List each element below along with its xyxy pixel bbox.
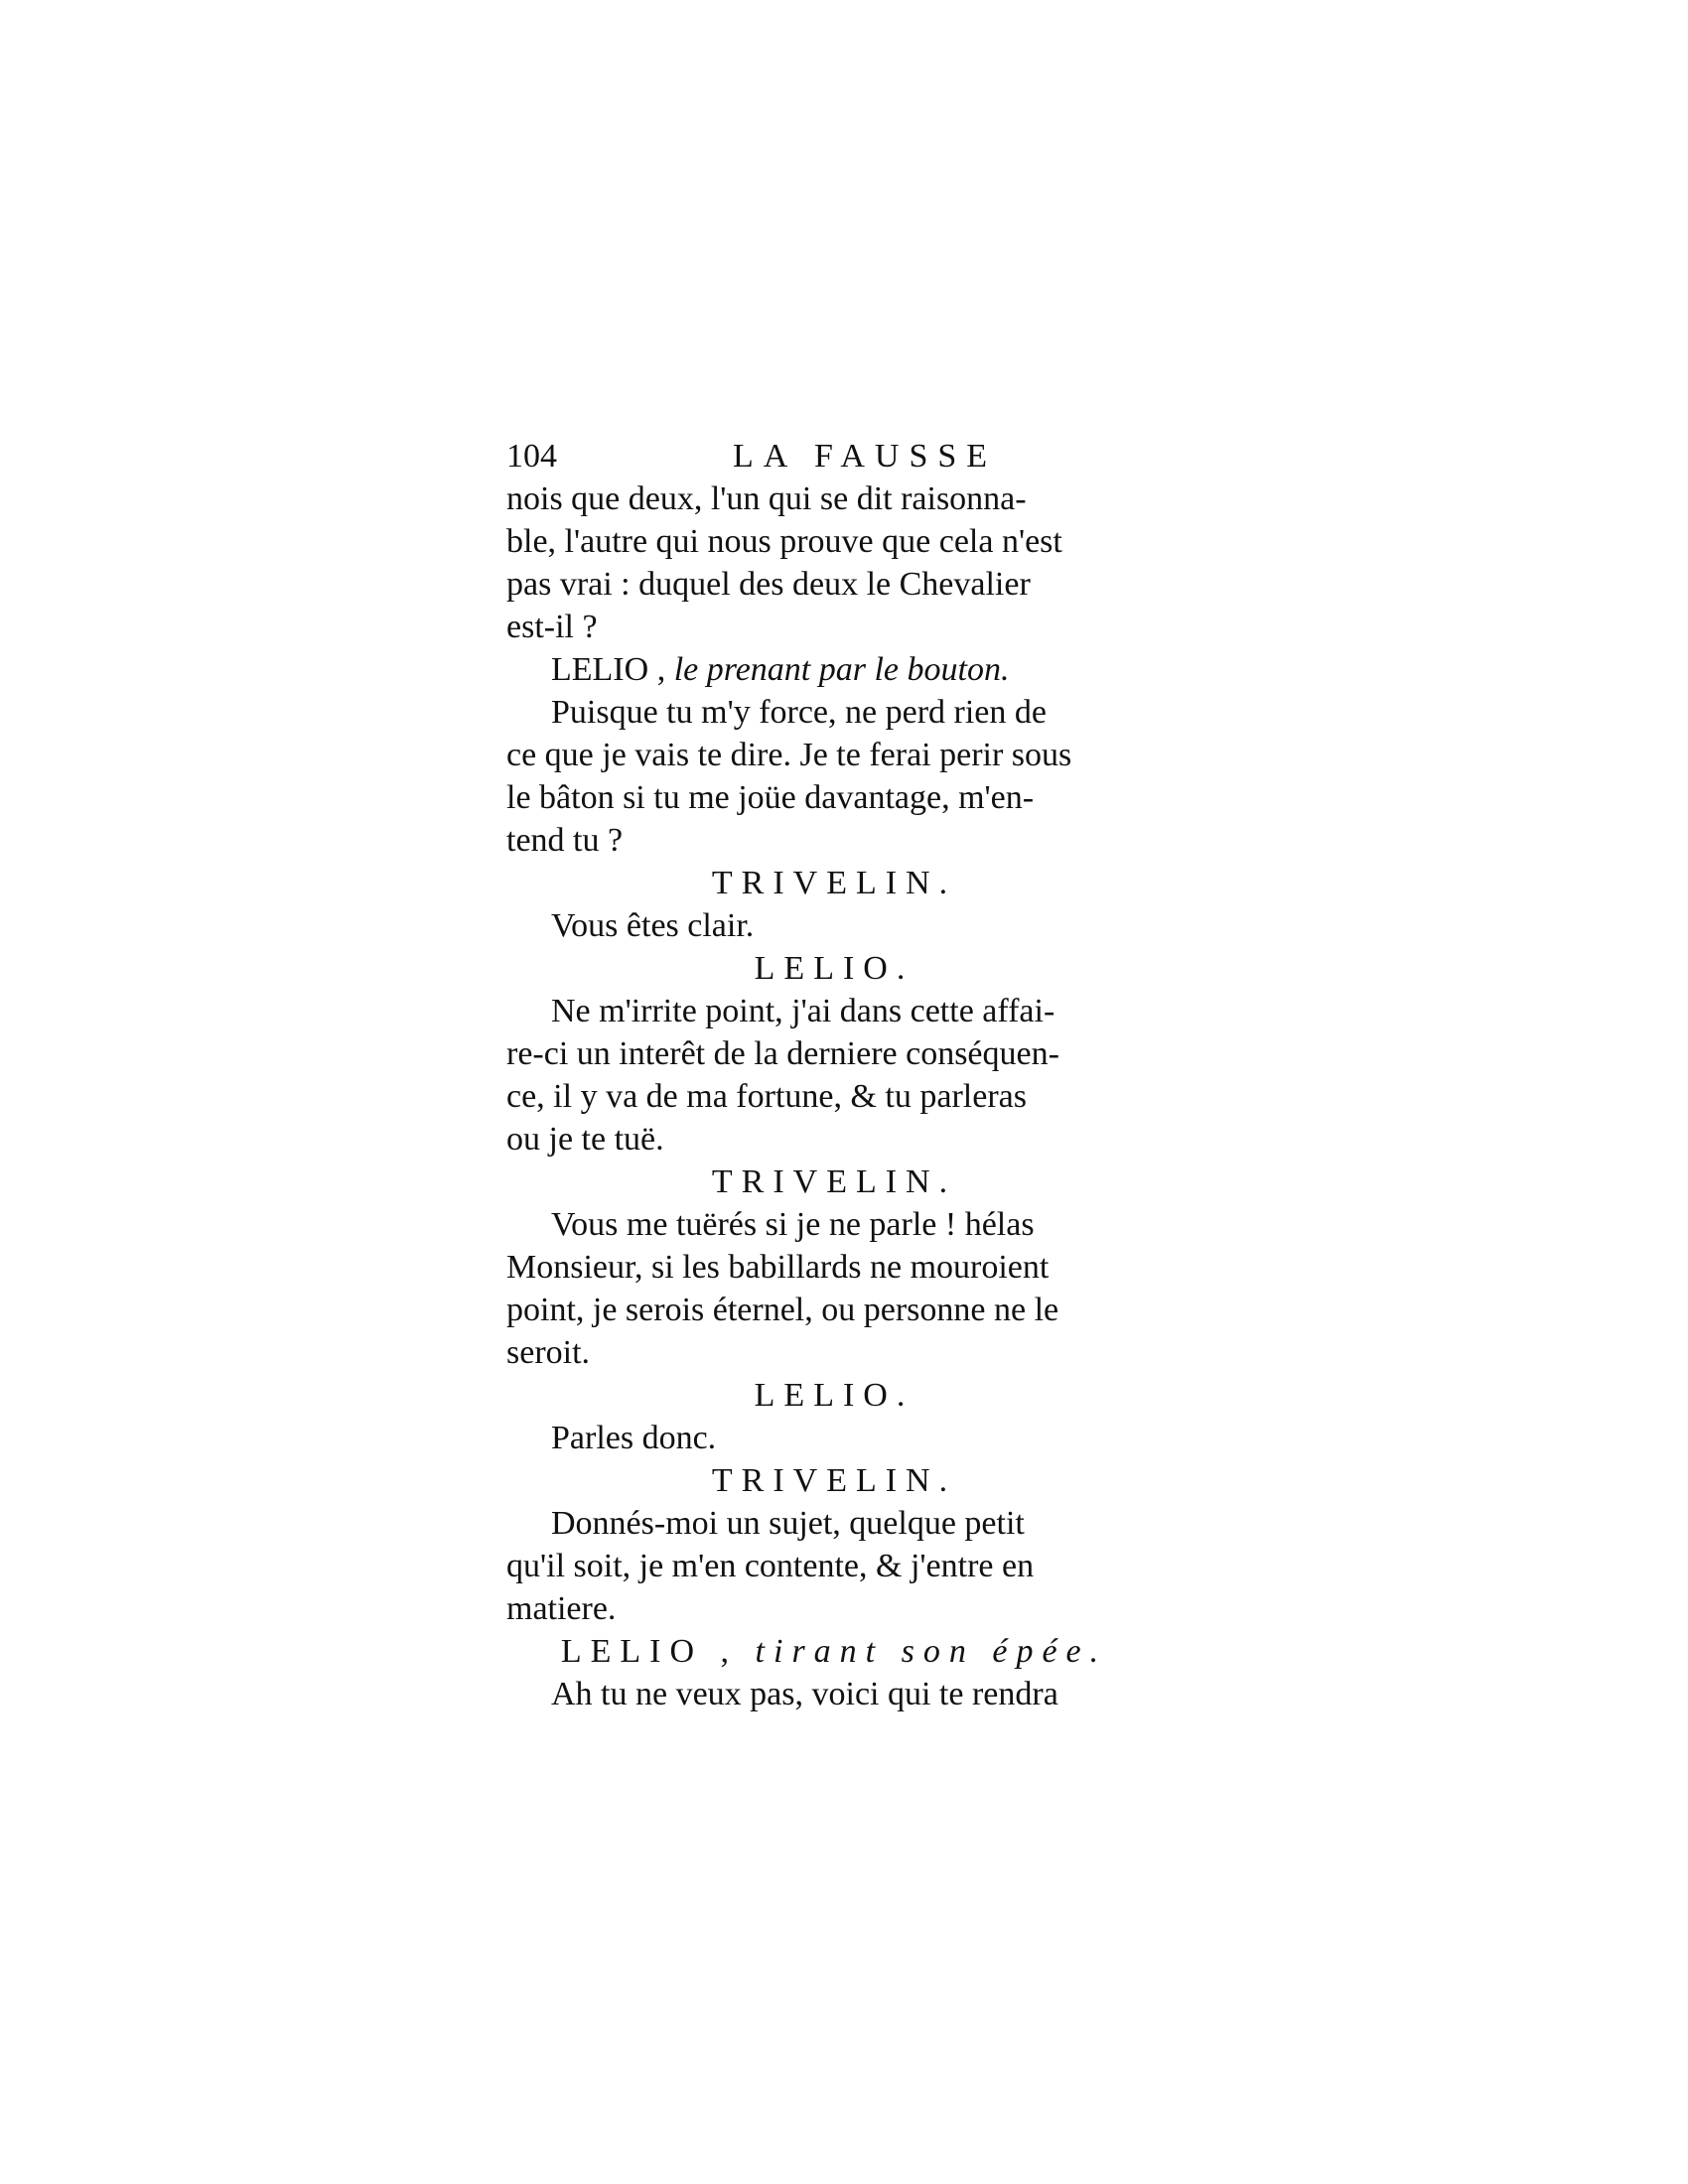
- speaker-heading-lelio: LELIO.: [754, 950, 914, 987]
- text-line: Donnés-moi un sujet, quelque petit: [551, 1505, 1025, 1542]
- speaker-heading-lelio: LELIO.: [754, 1377, 914, 1414]
- text-line: Parles donc.: [551, 1420, 717, 1456]
- text-line: tend tu ?: [506, 822, 624, 859]
- text-line: seroit.: [506, 1334, 591, 1371]
- text-line: Ne m'irrite point, j'ai dans cette affai-: [551, 993, 1055, 1029]
- text-line: Vous me tuërés si je ne parle ! hélas: [551, 1206, 1035, 1243]
- speaker-heading-trivelin: TRIVELIN.: [711, 865, 957, 901]
- text-line: Puisque tu m'y force, ne perd rien de: [551, 694, 1047, 731]
- text-line: nois que deux, l'un qui se dit raisonna-: [506, 480, 1027, 517]
- text-line: ou je te tuë.: [506, 1121, 664, 1158]
- stage-direction: le prenant par le bouton.: [673, 651, 1010, 688]
- speaker-heading-lelio: LELIO , le prenant par le bouton.: [551, 651, 1010, 688]
- text-line: matiere.: [506, 1590, 617, 1627]
- text-line: Vous êtes clair.: [551, 907, 755, 944]
- speaker-heading-trivelin: TRIVELIN.: [711, 1462, 957, 1499]
- speaker-heading-lelio: LELIO , tirant son épée.: [560, 1633, 1108, 1670]
- running-title: LA FAUSSE: [733, 438, 998, 475]
- text-line: re-ci un interêt de la derniere conséquen-: [506, 1035, 1059, 1072]
- text-line: point, je serois éternel, ou personne ne le: [506, 1292, 1059, 1328]
- book-page: [506, 435, 1162, 1715]
- speaker-heading-trivelin: TRIVELIN.: [711, 1163, 957, 1200]
- text-line: pas vrai : duquel des deux le Chevalier: [506, 566, 1031, 603]
- text-line: Ah tu ne veux pas, voici qui te rendra: [551, 1676, 1058, 1712]
- text-line: ble, l'autre qui nous prouve que cela n'est: [506, 523, 1062, 560]
- speaker-name: LELIO: [560, 1633, 704, 1670]
- text-line: est-il ?: [506, 609, 598, 645]
- text-line: ce que je vais te dire. Je te ferai perir sous: [506, 737, 1072, 773]
- text-line: le bâton si tu me joüe davantage, m'en-: [506, 779, 1035, 816]
- page-number: 104: [506, 438, 557, 475]
- text-line: ce, il y va de ma fortune, & tu parleras: [506, 1078, 1027, 1115]
- text-line: Monsieur, si les babillards ne mouroient: [506, 1249, 1050, 1286]
- page-header: [506, 435, 1162, 478]
- text-line: qu'il soit, je m'en contente, & j'entre en: [506, 1548, 1035, 1584]
- stage-direction: tirant son épée.: [755, 1633, 1108, 1670]
- speaker-name: LELIO: [551, 651, 649, 688]
